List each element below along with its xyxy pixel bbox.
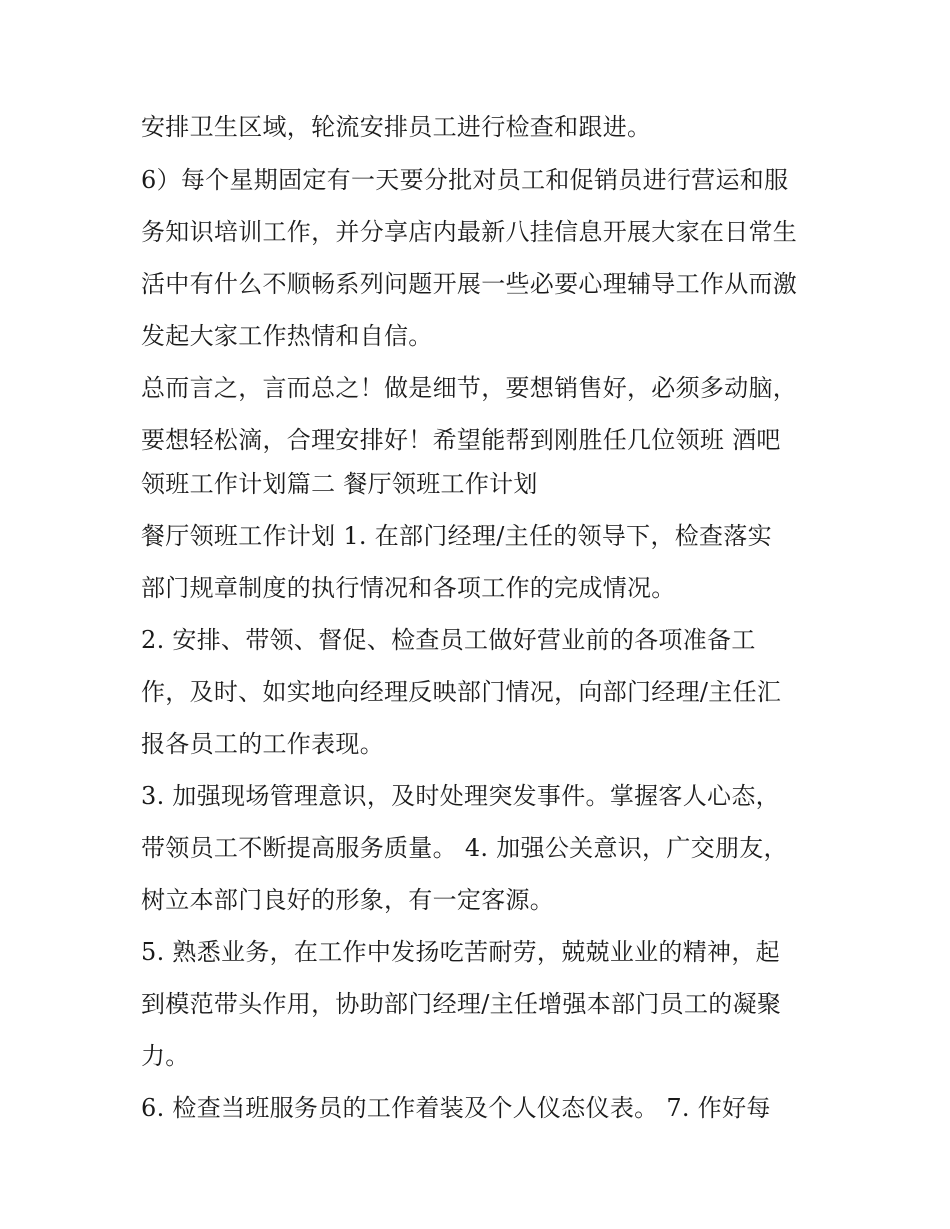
text-line: 作，及时、如实地向经理反映部门情况，向部门经理/主任汇 (141, 678, 782, 706)
text-line: 发起大家工作热情和自信。 (141, 322, 433, 350)
text-line: 6. 检查当班服务员的工作着装及个人仪态仪表。 7. 作好每 (141, 1094, 771, 1122)
text-line: 领班工作计划篇二 餐厅领班工作计划 (141, 470, 538, 498)
text-line: 务知识培训工作，并分享店内最新八挂信息开展大家在日常生 (141, 218, 798, 246)
text-line: 6）每个星期固定有一天要分批对员工和促销员进行营运和服 (141, 166, 789, 194)
text-line: 安排卫生区域，轮流安排员工进行检查和跟进。 (141, 113, 652, 141)
text-line: 3. 加强现场管理意识，及时处理突发事件。掌握客人心态， (141, 782, 780, 810)
text-line: 5. 熟悉业务，在工作中发扬吃苦耐劳，兢兢业业的精神，起 (141, 938, 780, 966)
text-line: 总而言之，言而总之！做是细节，要想销售好，必须多动脑， (141, 374, 798, 402)
text-line: 餐厅领班工作计划 1. 在部门经理/主任的领导下，检查落实 (141, 522, 772, 550)
text-line: 力。 (141, 1042, 190, 1070)
text-line: 带领员工不断提高服务质量。 4. 加强公关意识，广交朋友， (141, 834, 788, 862)
text-line: 报各员工的工作表现。 (141, 730, 384, 758)
text-line: 活中有什么不顺畅系列问题开展一些必要心理辅导工作从而激 (141, 270, 798, 298)
text-line: 到模范带头作用，协助部门经理/主任增强本部门员工的凝聚 (141, 990, 782, 1018)
text-line: 树立本部门良好的形象，有一定客源。 (141, 886, 555, 914)
text-line: 2. 安排、带领、督促、检查员工做好营业前的各项准备工 (141, 626, 756, 654)
text-line: 要想轻松滴，合理安排好！希望能帮到刚胜任几位领班 酒吧 (141, 426, 781, 454)
text-line: 部门规章制度的执行情况和各项工作的完成情况。 (141, 574, 676, 602)
